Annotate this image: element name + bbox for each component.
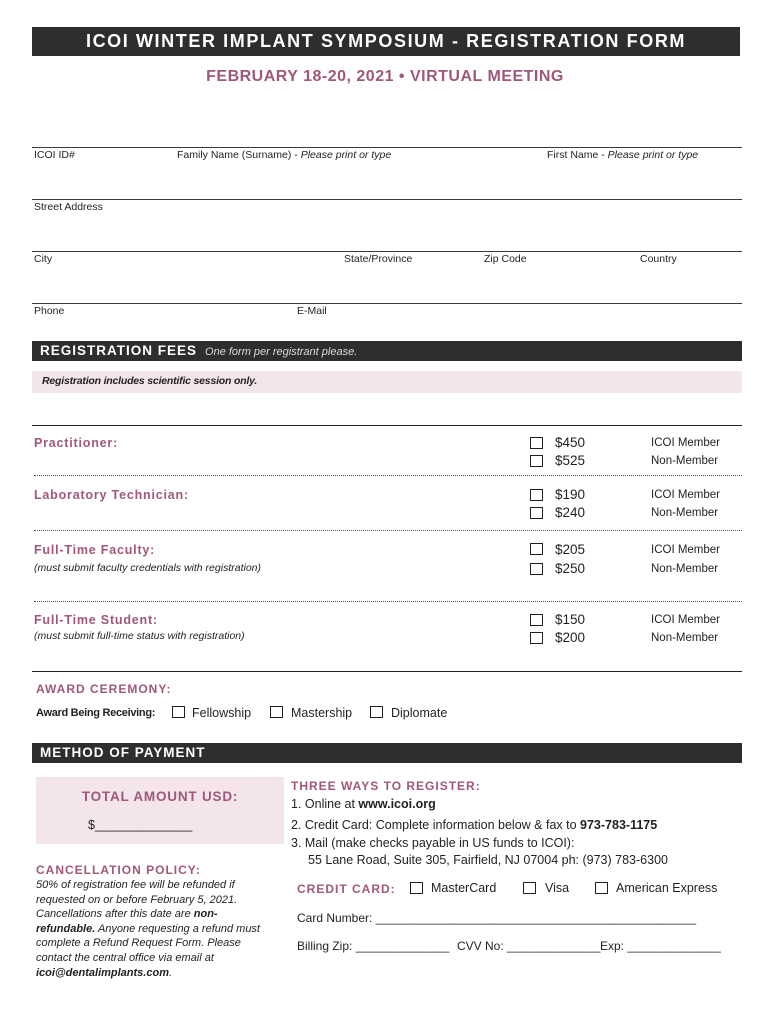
award-label: Award Being Receiving: (36, 707, 156, 719)
fellowship-label: Fellowship (192, 706, 252, 720)
practitioner-member-price: $450 (555, 435, 586, 450)
way-online: 1. Online at www.icoi.org (291, 797, 436, 811)
zip-label: Zip Code (484, 253, 527, 265)
practitioner-member-checkbox[interactable] (530, 437, 543, 449)
lab-member-price: $190 (555, 487, 586, 502)
student-nonmember-checkbox[interactable] (530, 632, 543, 644)
member-label: ICOI Member (651, 614, 721, 626)
includes-text: Registration includes scientific session only. (42, 375, 258, 387)
faculty-member-price: $205 (555, 542, 586, 557)
lab-nonmember-price: $240 (555, 505, 586, 520)
cancellation-heading: CANCELLATION POLICY: (36, 863, 201, 877)
cvv-field[interactable]: CVV No: ______________ (457, 939, 601, 953)
icoi-id-label: ICOI ID# (34, 149, 75, 161)
nonmember-label: Non-Member (651, 632, 719, 644)
website-link[interactable]: www.icoi.org (358, 797, 436, 811)
three-ways-heading: THREE WAYS TO REGISTER: (291, 779, 481, 793)
member-label: ICOI Member (651, 489, 721, 501)
cancellation-text: 50% of registration fee will be refunded if requested on or before February 5, 2021. Cancellations after this date are non-refundable. Anyone requesting a refund must complete a Refund Request Form. Please contact the central office via email at icoi@dentalimplants.com. (36, 879, 260, 979)
practitioner-nonmember-checkbox[interactable] (530, 455, 543, 467)
fees-rule (32, 425, 742, 426)
phone-label: Phone (34, 305, 65, 317)
nonmember-label: Non-Member (651, 563, 719, 575)
category-student: Full-Time Student: (34, 613, 158, 627)
student-nonmember-price: $200 (555, 630, 586, 645)
total-amount-field[interactable]: $______________ (88, 818, 193, 832)
name-line[interactable] (32, 147, 742, 148)
includes-band (32, 371, 742, 393)
diplomate-label: Diplomate (391, 706, 448, 720)
credit-card-heading: CREDIT CARD: (297, 882, 396, 896)
total-box (36, 777, 284, 844)
divider (34, 530, 742, 531)
visa-checkbox[interactable] (523, 882, 536, 894)
exp-field[interactable]: Exp: ______________ (600, 939, 721, 953)
first-name-label: First Name - Please print or type (547, 149, 699, 161)
phone-line[interactable] (32, 303, 742, 304)
practitioner-nonmember-price: $525 (555, 453, 586, 468)
registration-fees-bar (32, 341, 742, 361)
faculty-nonmember-price: $250 (555, 561, 586, 576)
amex-checkbox[interactable] (595, 882, 608, 894)
registration-fees-heading: REGISTRATION FEES (40, 343, 198, 358)
street-label: Street Address (34, 201, 103, 213)
student-note: (must submit full-time status with registration) (34, 630, 245, 642)
student-member-checkbox[interactable] (530, 614, 543, 626)
billing-zip-field[interactable]: Billing Zip: ______________ (297, 939, 450, 953)
mastership-checkbox[interactable] (270, 706, 283, 718)
email-label: E-Mail (297, 305, 327, 317)
lab-member-checkbox[interactable] (530, 489, 543, 501)
country-label: Country (640, 253, 677, 265)
lab-nonmember-checkbox[interactable] (530, 507, 543, 519)
mail-address: 55 Lane Road, Suite 305, Fairfield, NJ 07004 ph: (973) 783-6300 (308, 853, 668, 867)
faculty-nonmember-checkbox[interactable] (530, 563, 543, 575)
mastercard-checkbox[interactable] (410, 882, 423, 894)
mastercard-label: MasterCard (431, 881, 497, 895)
card-number-field[interactable]: Card Number: ________________________________________________ (297, 911, 697, 925)
member-label: ICOI Member (651, 544, 721, 556)
form-title: ICOI WINTER IMPLANT SYMPOSIUM - REGISTRATION FORM (32, 27, 740, 56)
way-credit-card: 2. Credit Card: Complete information below & fax to 973-783-1175 (291, 818, 658, 832)
way-mail: 3. Mail (make checks payable in US funds to ICOI): (291, 836, 575, 850)
category-lab-technician: Laboratory Technician: (34, 488, 189, 502)
total-label: TOTAL AMOUNT USD: (81, 789, 239, 804)
registration-fees-note: One form per registrant please. (205, 346, 358, 358)
fellowship-checkbox[interactable] (172, 706, 185, 718)
student-member-price: $150 (555, 612, 586, 627)
faculty-member-checkbox[interactable] (530, 543, 543, 555)
fax-number: 973-783-1175 (580, 818, 658, 832)
payment-heading: METHOD OF PAYMENT (40, 745, 206, 760)
divider (34, 475, 742, 476)
fees-end-rule (32, 671, 742, 672)
payment-bar (32, 743, 742, 763)
family-name-label: Family Name (Surname) - Please print or type (177, 149, 392, 161)
state-label: State/Province (344, 253, 413, 265)
award-heading: AWARD CEREMONY: (36, 682, 172, 696)
divider (34, 601, 742, 602)
mastership-label: Mastership (291, 706, 353, 720)
city-label: City (34, 253, 53, 265)
category-faculty: Full-Time Faculty: (34, 543, 156, 557)
member-label: ICOI Member (651, 437, 721, 449)
form-subtitle: FEBRUARY 18-20, 2021 • VIRTUAL MEETING (206, 68, 564, 85)
nonmember-label: Non-Member (651, 507, 719, 519)
city-line[interactable] (32, 251, 742, 252)
street-line[interactable] (32, 199, 742, 200)
faculty-note: (must submit faculty credentials with registration) (34, 562, 261, 574)
diplomate-checkbox[interactable] (370, 706, 383, 718)
amex-label: American Express (616, 881, 718, 895)
nonmember-label: Non-Member (651, 455, 719, 467)
category-practitioner: Practitioner: (34, 436, 119, 450)
visa-label: Visa (545, 881, 570, 895)
email-link[interactable]: icoi@dentalimplants.com (36, 966, 169, 979)
